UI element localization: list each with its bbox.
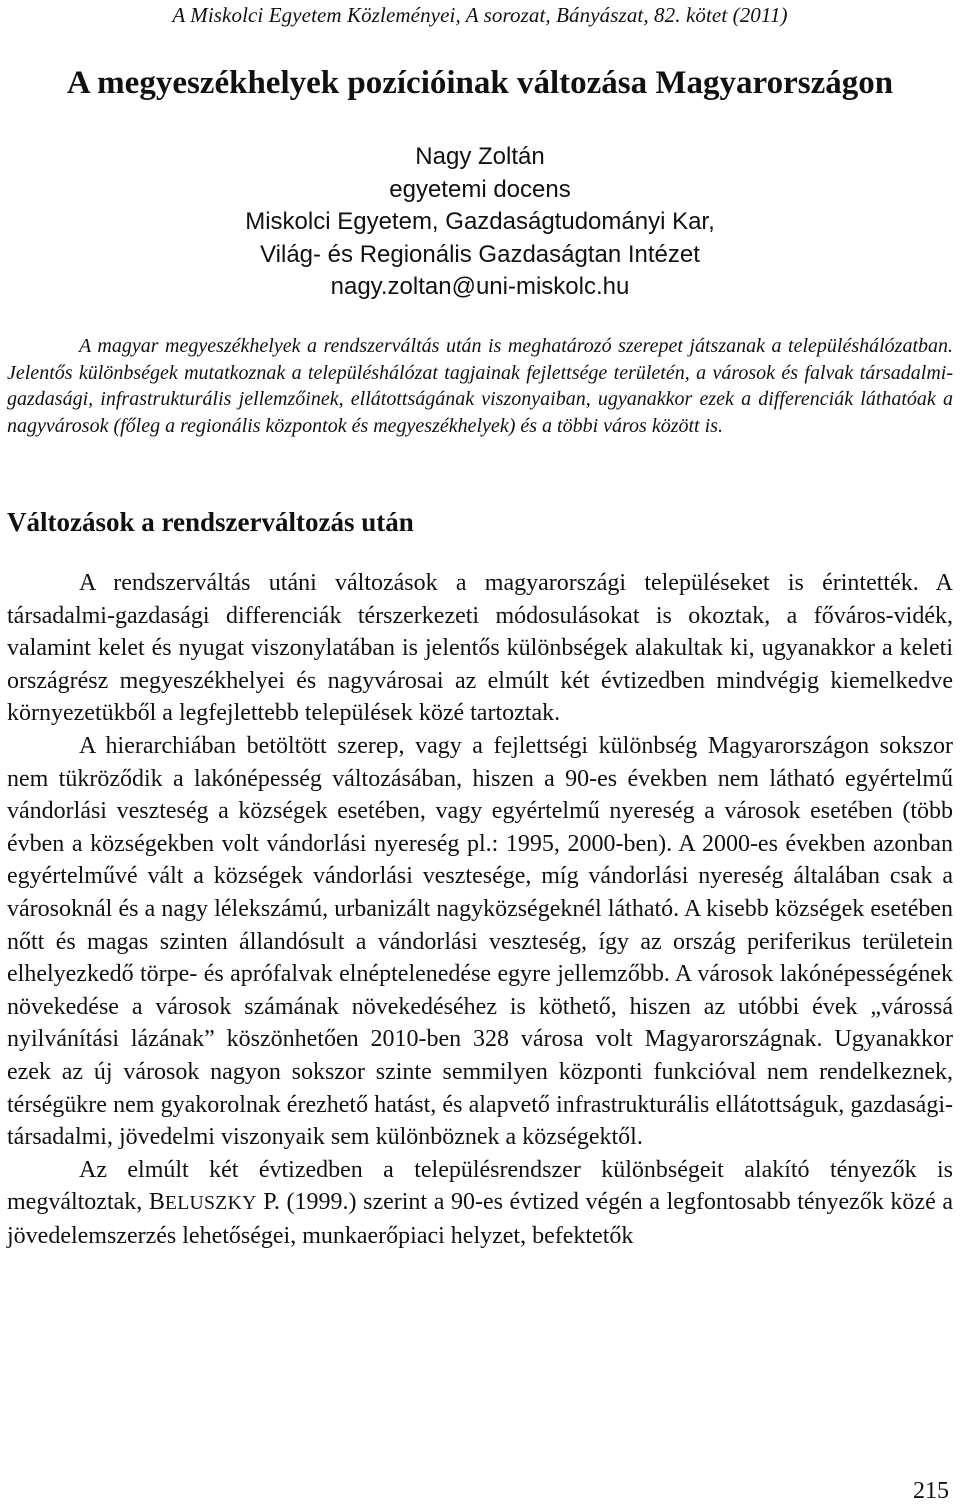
author-name: Nagy Zoltán	[415, 143, 545, 170]
author-affiliation-line2: Világ- és Regionális Gazdaságtan Intézet	[260, 240, 700, 268]
paragraph-3	[7, 1154, 953, 1253]
article-title: A megyeszékhelyek pozícióinak változása Magyarországon	[66, 65, 894, 101]
author-block	[7, 141, 953, 304]
author-email[interactable]: nagy.zoltan@uni-miskolc.hu	[330, 273, 630, 301]
page-number: 215	[913, 1478, 949, 1504]
cited-author-smallcaps: ELUSZKY	[164, 1192, 257, 1215]
body-text	[7, 567, 953, 1252]
abstract-text: A magyar megyeszékhelyek a rendszerváltás után is meghatározó szerepet játszanak a településhálózatban. Jelentős különbségek mutatkoznak a településhálózat tagjainak fejlettsége területén, a városok és falvak társadalmi-gazdasági, infrastrukturális jellemzőinek, ellátottságának viszonyaiban, ugyanakkor ezek a differenciák láthatóak a nagyvárosok (főleg a regionális központok és megyeszékhelyek) és a többi város között is.	[7, 335, 953, 437]
paragraph-2: A hierarchiában betöltött szerep, vagy a fejlettségi különbség Magyarországon sokszor nem tükröződik a lakónépesség változásában, hiszen a 90-es években nem látható egyértelmű vándorlási veszteség a községek esetében, vagy egyértelmű nyereség a városok esetében (több évben a községekben volt vándorlási nyereség pl.: 1995, 2000-ben). A 2000-es években azonban egyértelművé vált a községek vándorlási vesztesége, míg vándorlási nyereség általában csak a városoknál és a nagy lélekszámú, urbanizált nagyközségeknél látható. A kisebb községek esetében nőtt és magas szinten állandósult a vándorlási veszteség, így az ország periferikus területein elhelyezkedő törpe- és aprófalvak elnéptelenedése egyre jellemzőbb. A városok lakónépességének növekedése a városok számának növekedéséhez is köthető, hiszen az utóbbi évek „várossá nyilvánítási lázának” köszönhetően 2010-ben 328 városa volt Magyarországnak. Ugyanakkor ezek az új városok nagyon sokszor szinte semmilyen központi funkcióval nem rendelkeznek, térségükre nem gyakorolnak érezhető hatást, és alapvető infrastrukturális ellátottságuk, gazdasági-társadalmi, jövedelmi viszonyaik sem különböznek a községektől.	[7, 732, 953, 1151]
author-affiliation-line1: Miskolci Egyetem, Gazdaságtudományi Kar,	[245, 208, 715, 236]
section-heading: Változások a rendszerváltozás után	[7, 507, 414, 537]
author-position: egyetemi docens	[389, 175, 571, 203]
abstract	[7, 333, 953, 439]
running-header: A Miskolci Egyetem Közleményei, A sorozat, Bányászat, 82. kötet (2011)	[172, 3, 788, 27]
paragraph-3-before: Az elmúlt két évtizedben a településrendszer különbségeit alakító tényezők is megváltoztak, B	[7, 1156, 953, 1216]
paragraph-3-after: P. (1999.) szerint a 90-es évtized végén a legfontosabb tényezők közé a jövedelemszerzés lehetőségei, munkaerőpiaci helyzet, befektetők	[7, 1189, 953, 1249]
paragraph-1: A rendszerváltás utáni változások a magyarországi településeket is érintették. A társadalmi-gazdasági differenciák térszerkezeti módosulásokat is okoztak, a főváros-vidék, valamint kelet és nyugat viszonylatában is jelentős különbségek alakultak ki, ugyanakkor a keleti országrész megyeszékhelyei és nagyvárosai az elmúlt két évtizedben mindvégig kiemelkedve környezetükből a legfejlettebb települések közé tartoztak.	[7, 570, 953, 727]
